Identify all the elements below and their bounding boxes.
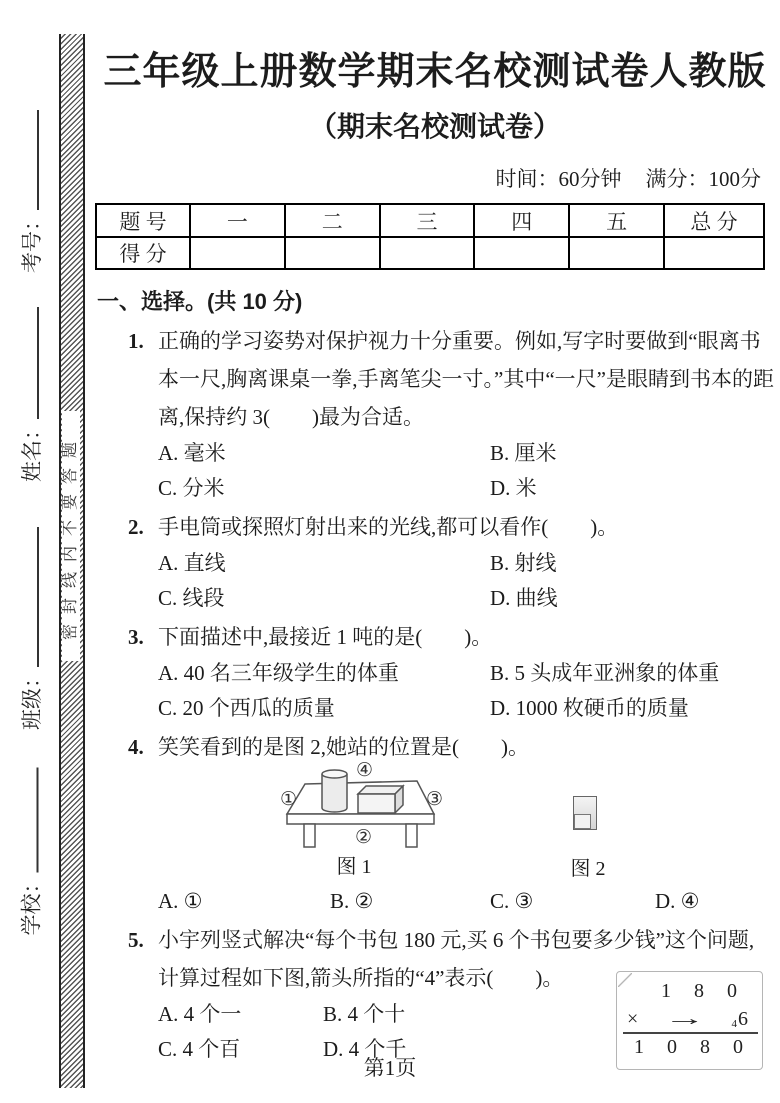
figure-1-caption: 图 1	[336, 856, 372, 878]
option-d: D. 曲线	[490, 586, 558, 610]
question-stem: 小宇列竖式解决“每个书包 180 元,买 6 个书包要多少钱”这个问题,计算过程如下图,箭头所指的“4”表示( )。	[158, 928, 755, 990]
school-label	[20, 741, 44, 936]
multiplier-row	[617, 1003, 762, 1031]
paper-fold-corner	[618, 973, 632, 987]
option-row	[158, 656, 775, 691]
score-table-header-cell: 四	[474, 204, 569, 237]
paper-content	[95, 0, 775, 1067]
score-empty-cell	[474, 237, 569, 269]
score-table-header-cell: 题 号	[96, 204, 190, 237]
question-body	[158, 618, 775, 726]
option-b: B. ②	[330, 889, 374, 913]
question-stem: 手电筒或探照灯射出来的光线,都可以看作( )。	[158, 515, 619, 539]
student-name-text: 姓名：	[20, 419, 44, 482]
paper-title: 三年级上册数学期末名校测试卷人教版	[103, 51, 767, 93]
option-c: C. 线段	[158, 586, 225, 610]
score-empty-cell	[569, 237, 664, 269]
option-row	[158, 884, 775, 919]
option-c: C. 4 个百	[158, 1037, 241, 1061]
question-number: 5.	[128, 928, 144, 952]
class-label	[20, 490, 44, 730]
option-row	[158, 436, 775, 471]
question-2	[95, 508, 775, 616]
score-table-header-cell: 五	[569, 204, 664, 237]
option-row	[158, 581, 775, 616]
time-info: 时间：60分钟	[495, 167, 622, 191]
seal-line-text: 密封线内不要答题	[62, 411, 80, 661]
exam-number-text: 考号：	[20, 210, 44, 273]
option-row	[158, 546, 775, 581]
question-number: 3.	[128, 625, 144, 649]
score-table-header-row	[96, 204, 764, 237]
option-a: A. 直线	[158, 551, 226, 575]
exam-number-label	[20, 83, 44, 273]
score-row-label: 得 分	[96, 237, 190, 269]
question-number: 4.	[128, 735, 144, 759]
score-table-header-cell: 总 分	[664, 204, 764, 237]
question-1	[95, 322, 775, 506]
paper-subtitle: （期末名校测试卷）	[308, 112, 561, 143]
figure-2-caption: 图 2	[570, 858, 606, 880]
question-stem: 下面描述中,最接近 1 吨的是( )。	[158, 625, 493, 649]
question-number: 1.	[128, 329, 144, 353]
exam-info-line	[95, 163, 761, 193]
product-row: 1 0 8 0	[634, 1036, 752, 1058]
position-2-mark: ②	[355, 827, 373, 848]
arrow-icon: →	[663, 1008, 706, 1030]
score-empty-cell	[285, 237, 380, 269]
carry-digit: 4	[731, 1018, 737, 1030]
school-text: 学校：	[19, 872, 44, 936]
option-a: A. 40 名三年级学生的体重	[158, 661, 399, 685]
multiplicand-row: 1 8 0	[661, 980, 746, 1002]
option-c: C. ③	[490, 889, 534, 913]
question-body	[158, 728, 775, 919]
question-4	[95, 728, 775, 919]
student-name-blank-line	[21, 307, 39, 419]
option-d: D. ④	[655, 889, 700, 913]
option-b: B. 厘米	[490, 441, 557, 465]
exam-number-blank-line	[21, 110, 39, 210]
times-sign: ×	[627, 1008, 639, 1030]
question-stem: 正确的学习姿势对保护视力十分重要。例如,写字时要做到“眼离书本一尺,胸离课桌一拳,手离笔尖一寸。”其中“一尺”是眼睛到书本的距离,保持约 3( )最为合适。	[158, 329, 774, 429]
question-number: 2.	[128, 515, 144, 539]
question-3	[95, 618, 775, 726]
fullscore-info: 满分：100分	[645, 167, 761, 191]
option-b: B. 射线	[490, 551, 557, 575]
score-table-header-cell: 三	[380, 204, 475, 237]
question-body	[158, 508, 775, 616]
option-a: A. 4 个一	[158, 1002, 242, 1026]
score-table-header-cell: 一	[190, 204, 285, 237]
page-number: 第1页	[363, 1056, 417, 1080]
option-a: A. 毫米	[158, 441, 226, 465]
position-1-mark: ①	[280, 789, 298, 810]
school-blank-line	[21, 768, 39, 873]
score-empty-cell	[190, 237, 285, 269]
score-table-value-row	[96, 237, 764, 269]
student-name-label	[20, 282, 44, 482]
option-c: C. 分米	[158, 476, 225, 500]
position-3-mark: ③	[426, 789, 444, 810]
option-c: C. 20 个西瓜的质量	[158, 696, 335, 720]
option-row	[158, 691, 775, 726]
question-body	[158, 921, 775, 1067]
question-body	[158, 322, 775, 506]
option-d: D. 米	[490, 476, 537, 500]
option-b: B. 4 个十	[323, 1002, 406, 1026]
score-table-header-cell: 二	[285, 204, 380, 237]
section-heading: 一、选择。(共 10 分)	[97, 289, 303, 314]
class-text: 班级：	[20, 667, 44, 730]
figure-2-front-box	[574, 814, 591, 829]
option-b: B. 5 头成年亚洲象的体重	[490, 661, 720, 685]
option-d: D. 4 个千	[323, 1037, 407, 1061]
question-5	[95, 921, 775, 1067]
score-empty-cell	[380, 237, 475, 269]
score-empty-cell	[664, 237, 764, 269]
option-a: A. ①	[158, 889, 203, 913]
option-row	[158, 471, 775, 506]
position-4-mark: ④	[356, 760, 374, 781]
figure-2-view-drawing	[573, 796, 597, 830]
question-stem: 笑笑看到的是图 2,她站的位置是( )。	[158, 735, 529, 759]
score-table	[95, 203, 765, 270]
question-4-figures	[158, 760, 775, 884]
multiplier-digit: 6	[738, 1008, 748, 1030]
class-blank-line	[21, 527, 39, 667]
option-d: D. 1000 枚硬币的质量	[490, 696, 689, 720]
